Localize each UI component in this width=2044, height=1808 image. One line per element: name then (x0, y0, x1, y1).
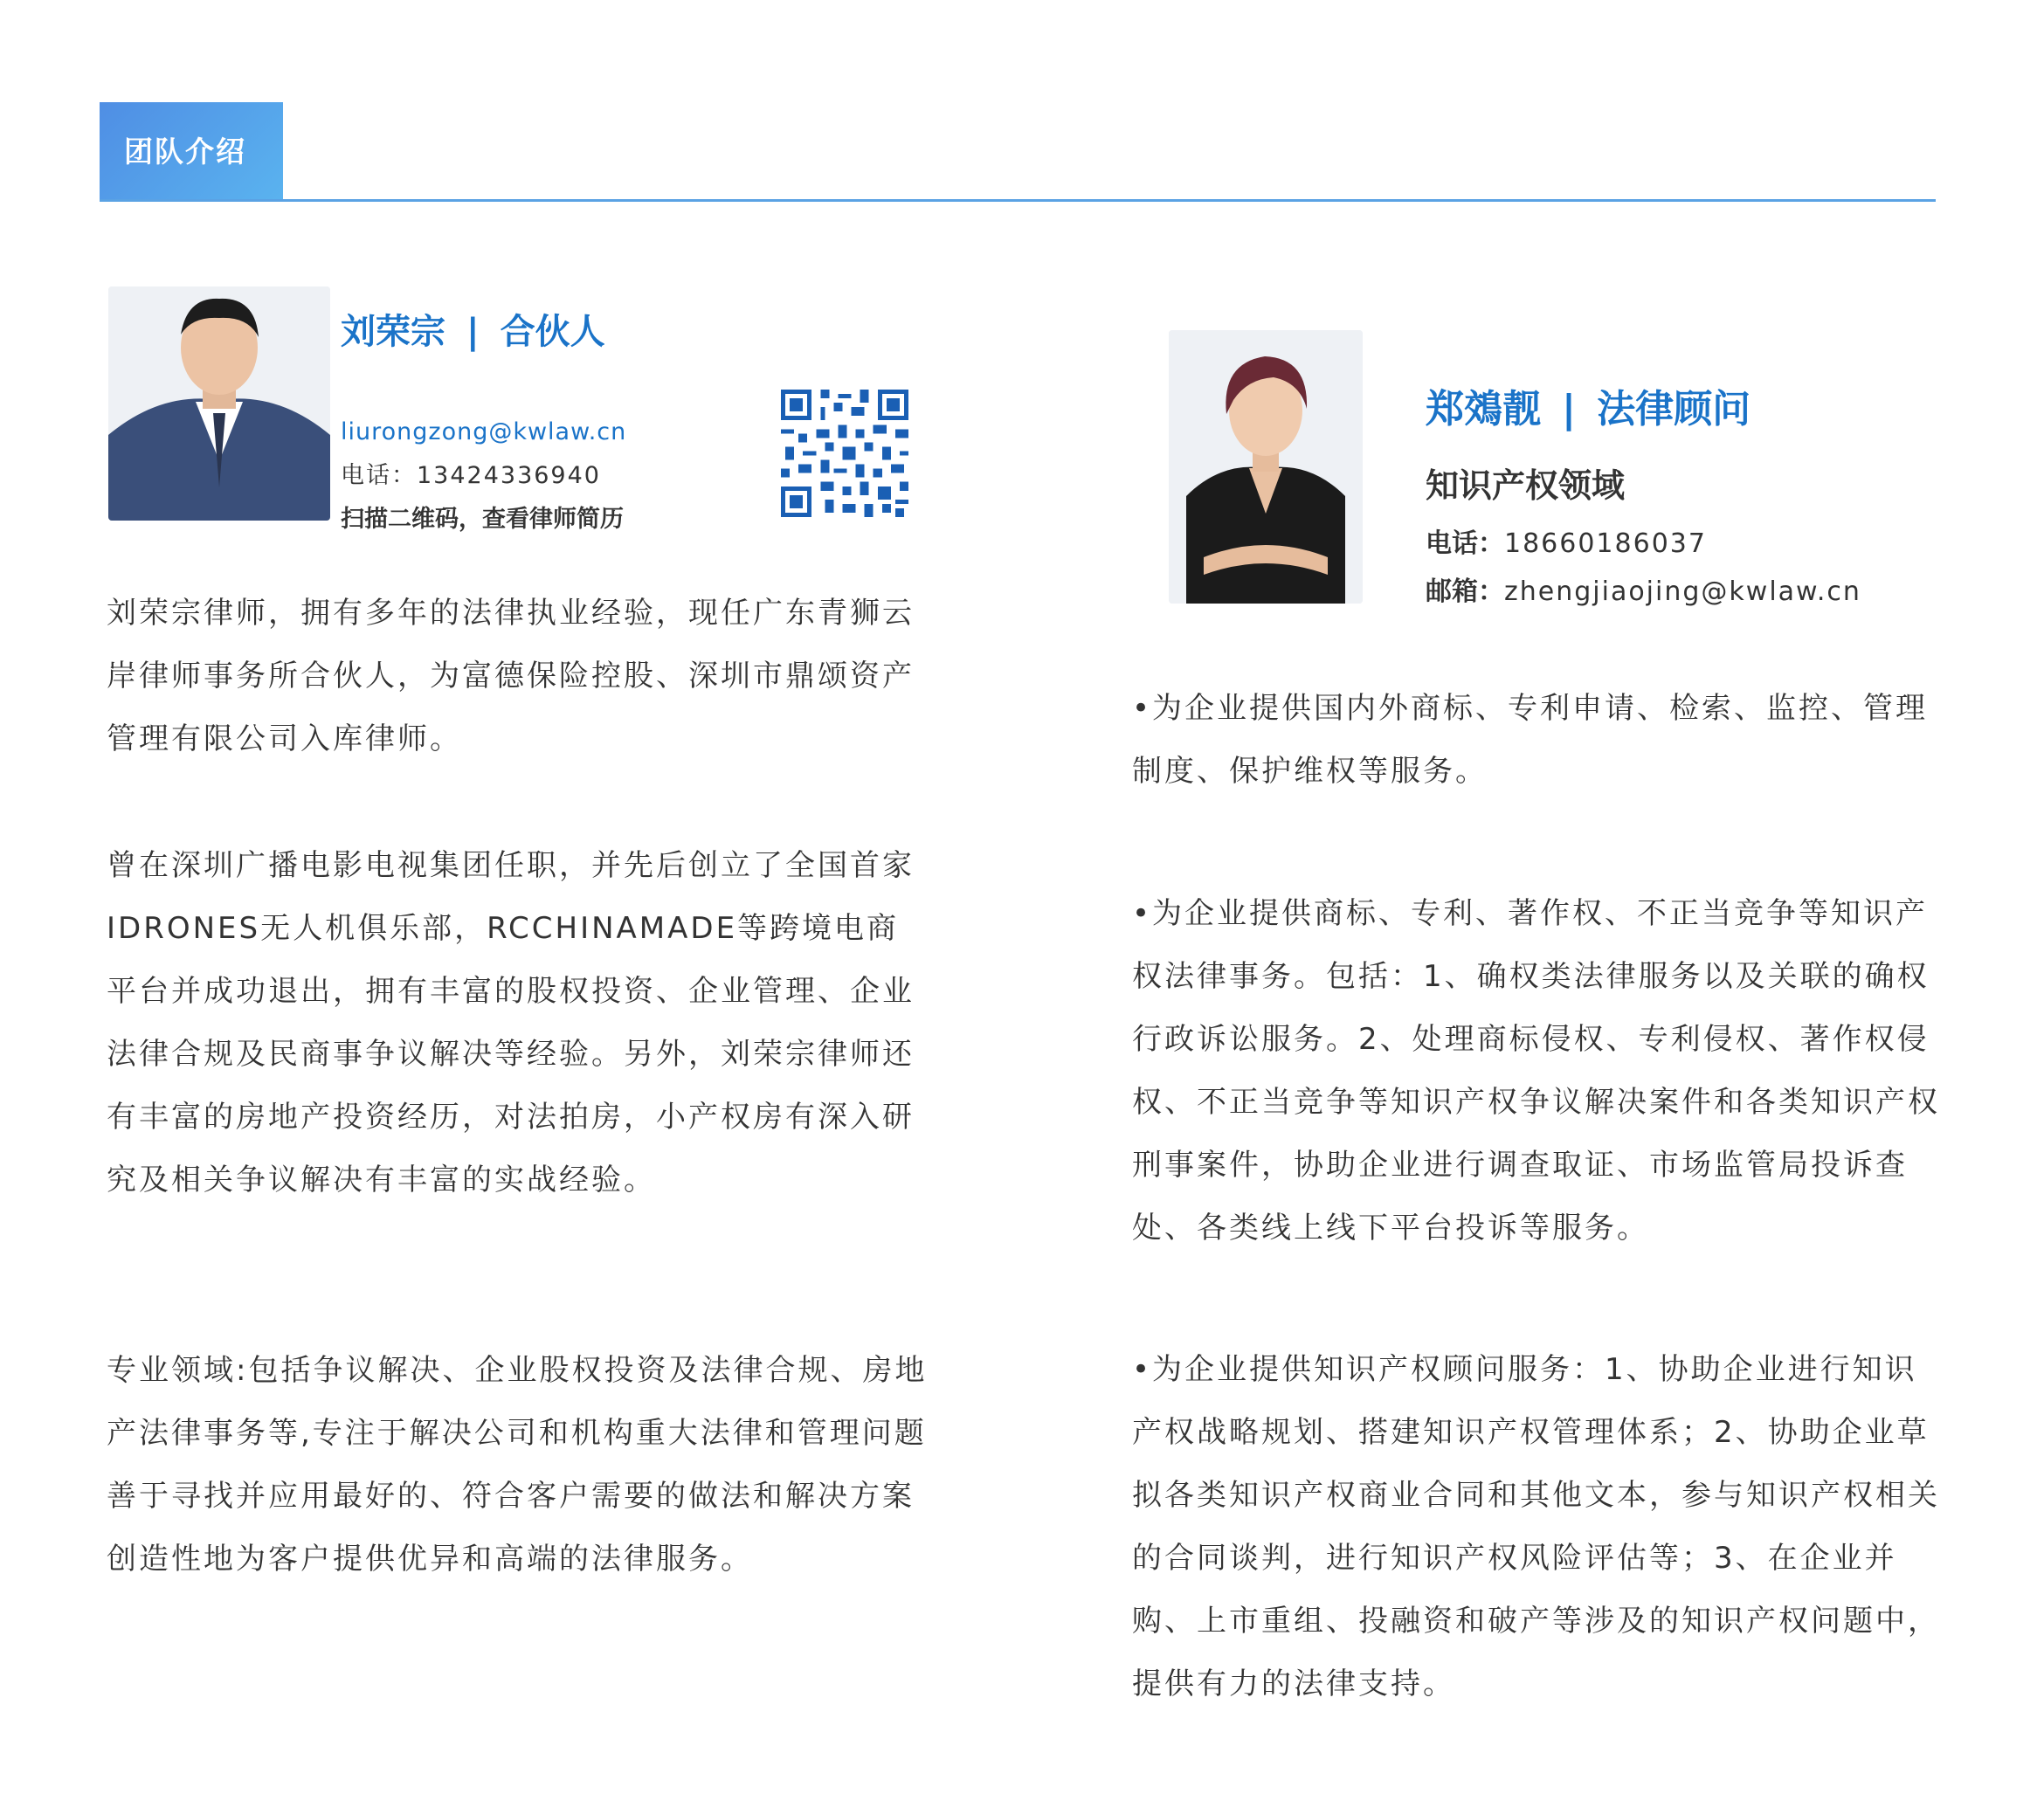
bio-paragraph-2: 曾在深圳广播电影电视集团任职，并先后创立了全国首家IDRONES无人机俱乐部，RCCHINAMADE等跨境电商平台并成功退出，拥有丰富的股权投资、企业管理、企业法律合规及民商事争议解决等经验。另外，刘荣宗律师还有丰富的房地产投资经历，对法拍房，小产权房有深入研究及相关争议解决有丰富的实战经验。 (107, 848, 915, 1197)
lawyer-name: 刘荣宗 (341, 312, 445, 352)
email-link[interactable]: liurongzong@kwlaw.cn (341, 418, 627, 445)
name-separator: | (1562, 387, 1577, 431)
bio-paragraph-1: 刘荣宗律师，拥有多年的法律执业经验，现任广东青狮云岸律师事务所合伙人，为富德保险控股、深圳市鼎颂资产管理有限公司入库律师。 (107, 596, 915, 756)
lawyer-name-title-liu (341, 304, 605, 354)
service-item-3: •为企业提供知识产权顾问服务：1、协助企业进行知识产权战略规划、搭建知识产权管理体系；2、协助企业草拟各类知识产权商业合同和其他文本，参与知识产权相关的合同谈判，进行知识产权风险评估等；3、在企业并购、上市重组、投融资和破产等涉及的知识产权问题中，提供有力的法律支持。 (1132, 1352, 1940, 1701)
avatar-zheng (1169, 330, 1363, 604)
qr-code-icon[interactable] (781, 390, 908, 517)
practice-field: 知识产权领域 (1426, 466, 1626, 505)
contact-block-zheng (1426, 520, 1861, 616)
bio-paragraph-3: 专业领域:包括争议解决、企业股权投资及法律合规、房地产法律事务等,专注于解决公司和机构重大法律和管理问题善于寻找并应用最好的、符合客户需要的做法和解决方案创造性地为客户提供优异和高端的法律服务。 (107, 1353, 928, 1577)
header-divider (100, 199, 1936, 202)
avatar-liu (108, 286, 330, 521)
scan-hint: 扫描二维码，查看律师简历 (341, 506, 624, 533)
lawyer-name-title-zheng (1426, 377, 1751, 433)
lawyer-role: 法律顾问 (1597, 387, 1751, 431)
phone-text: 电话：13424336940 (341, 462, 601, 489)
section-title-tab: 团队介绍 (100, 102, 283, 201)
lawyer-role: 合伙人 (500, 312, 605, 352)
phone-label: 电话： (1426, 528, 1504, 559)
name-separator: | (466, 312, 480, 352)
contact-block-liu (341, 411, 626, 542)
person-portrait-icon (108, 286, 330, 521)
lawyer-name: 郑鵁靓 (1426, 387, 1541, 431)
service-item-1: •为企业提供国内外商标、专利申请、检索、监控、管理制度、保护维权等服务。 (1132, 691, 1929, 789)
email-label: 邮箱： (1426, 576, 1504, 607)
phone-text: 18660186037 (1504, 528, 1707, 559)
person-portrait-icon (1169, 330, 1363, 604)
service-item-2: •为企业提供商标、专利、著作权、不正当竞争等知识产权法律事务。包括：1、确权类法律服务以及关联的确权行政诉讼服务。2、处理商标侵权、专利侵权、著作权侵权、不正当竞争等知识产权争议解决案件和各类知识产权刑事案件，协助企业进行调查取证、市场监管局投诉查处、各类线上线下平台投诉等服务。 (1132, 896, 1940, 1246)
email-link[interactable]: zhengjiaojing@kwlaw.cn (1504, 576, 1861, 607)
